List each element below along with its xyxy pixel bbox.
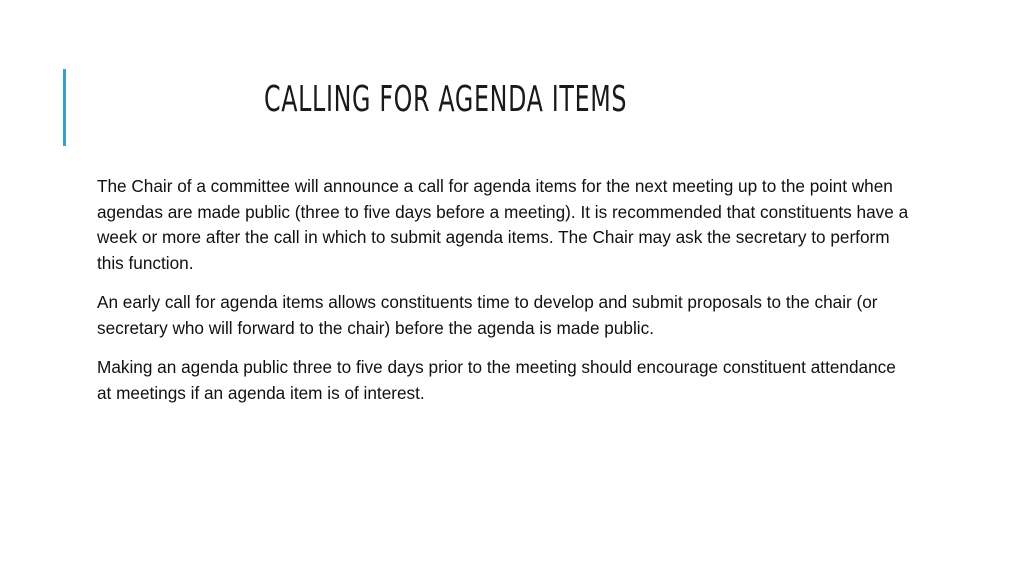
title-accent-bar [63, 69, 66, 146]
body-paragraph-2: An early call for agenda items allows constituents time to develop and submit proposals to the chair (or secretary who will forward to the chair) before the agenda is made public. [97, 292, 878, 338]
body-paragraph-3: Making an agenda public three to five days prior to the meeting should encourage constituent attendance at meetings if an agenda item is of interest. [97, 357, 896, 403]
body-paragraph-1: The Chair of a committee will announce a call for agenda items for the next meeting up to the point when agendas are made public (three to five days before a meeting). It is recommended that constituents have a week or more after the call in which to submit agenda items. The Chair may ask the secretary to perform this function. [97, 176, 909, 273]
slide-body [97, 174, 912, 420]
slide-title: CALLING FOR AGENDA ITEMS [264, 79, 628, 120]
